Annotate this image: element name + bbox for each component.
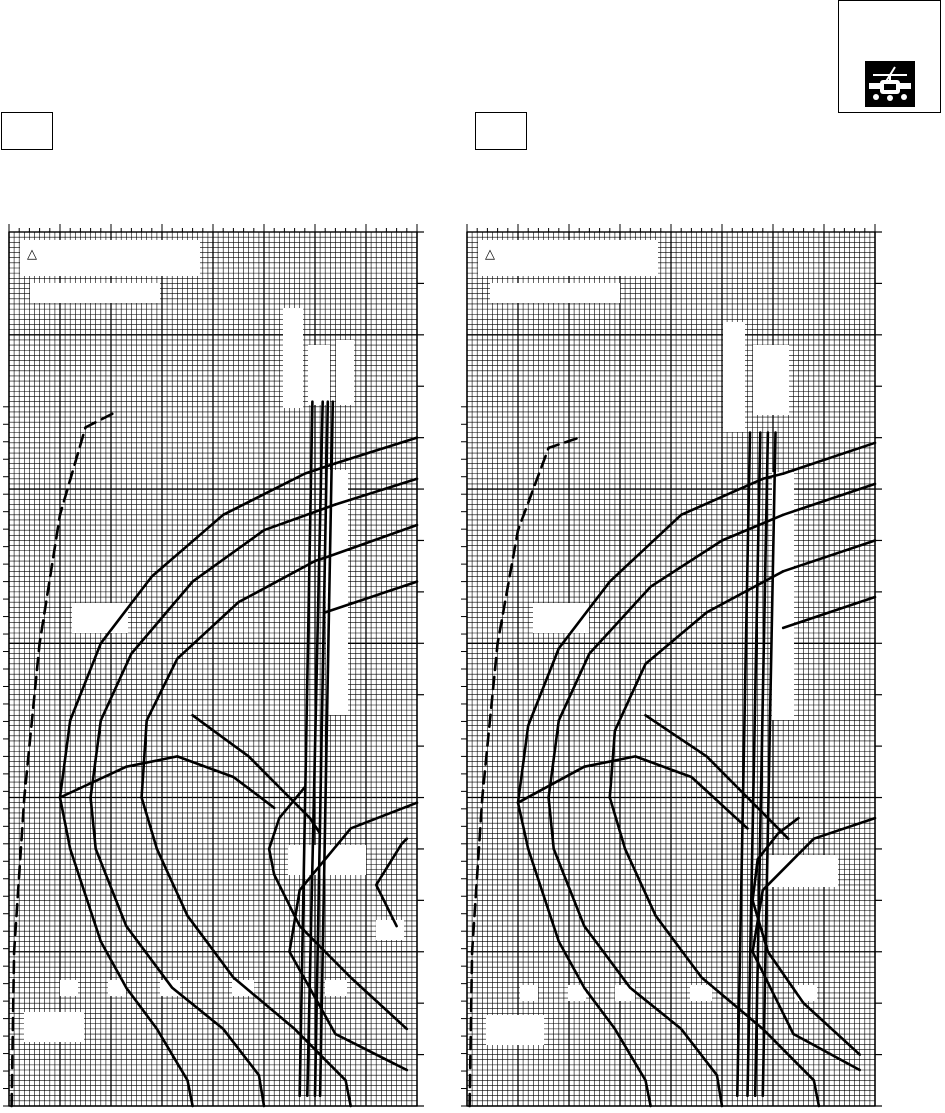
label-box [325, 980, 347, 996]
helicopter-icon [865, 61, 915, 107]
label-box [376, 920, 404, 940]
figure-tag-right [475, 112, 527, 150]
label-box [723, 322, 745, 432]
label-box [336, 340, 354, 405]
label-box [30, 283, 160, 303]
label-box [160, 980, 180, 996]
label-box [283, 308, 303, 408]
label-box [478, 240, 658, 276]
note-symbol: △ [27, 247, 37, 262]
label-box [308, 345, 330, 405]
label-box [753, 345, 789, 415]
label-box [20, 240, 200, 276]
note-symbol: △ [485, 247, 495, 262]
label-box [795, 985, 817, 1001]
left-grid [9, 232, 417, 1106]
label-box [615, 985, 635, 1001]
label-box [24, 1012, 84, 1042]
label-box [486, 1015, 544, 1045]
label-box [520, 985, 538, 1001]
left-series-6 [193, 715, 321, 833]
label-box [690, 985, 712, 1001]
label-box [768, 855, 838, 887]
chart-panel-left [3, 224, 424, 1106]
label-box [288, 845, 366, 875]
label-box [490, 283, 620, 303]
corner-emblem-box [838, 0, 941, 113]
right-grid [467, 232, 875, 1106]
chart-panel-right [461, 224, 882, 1106]
label-box [60, 980, 78, 996]
figure-tag-left [1, 112, 53, 150]
